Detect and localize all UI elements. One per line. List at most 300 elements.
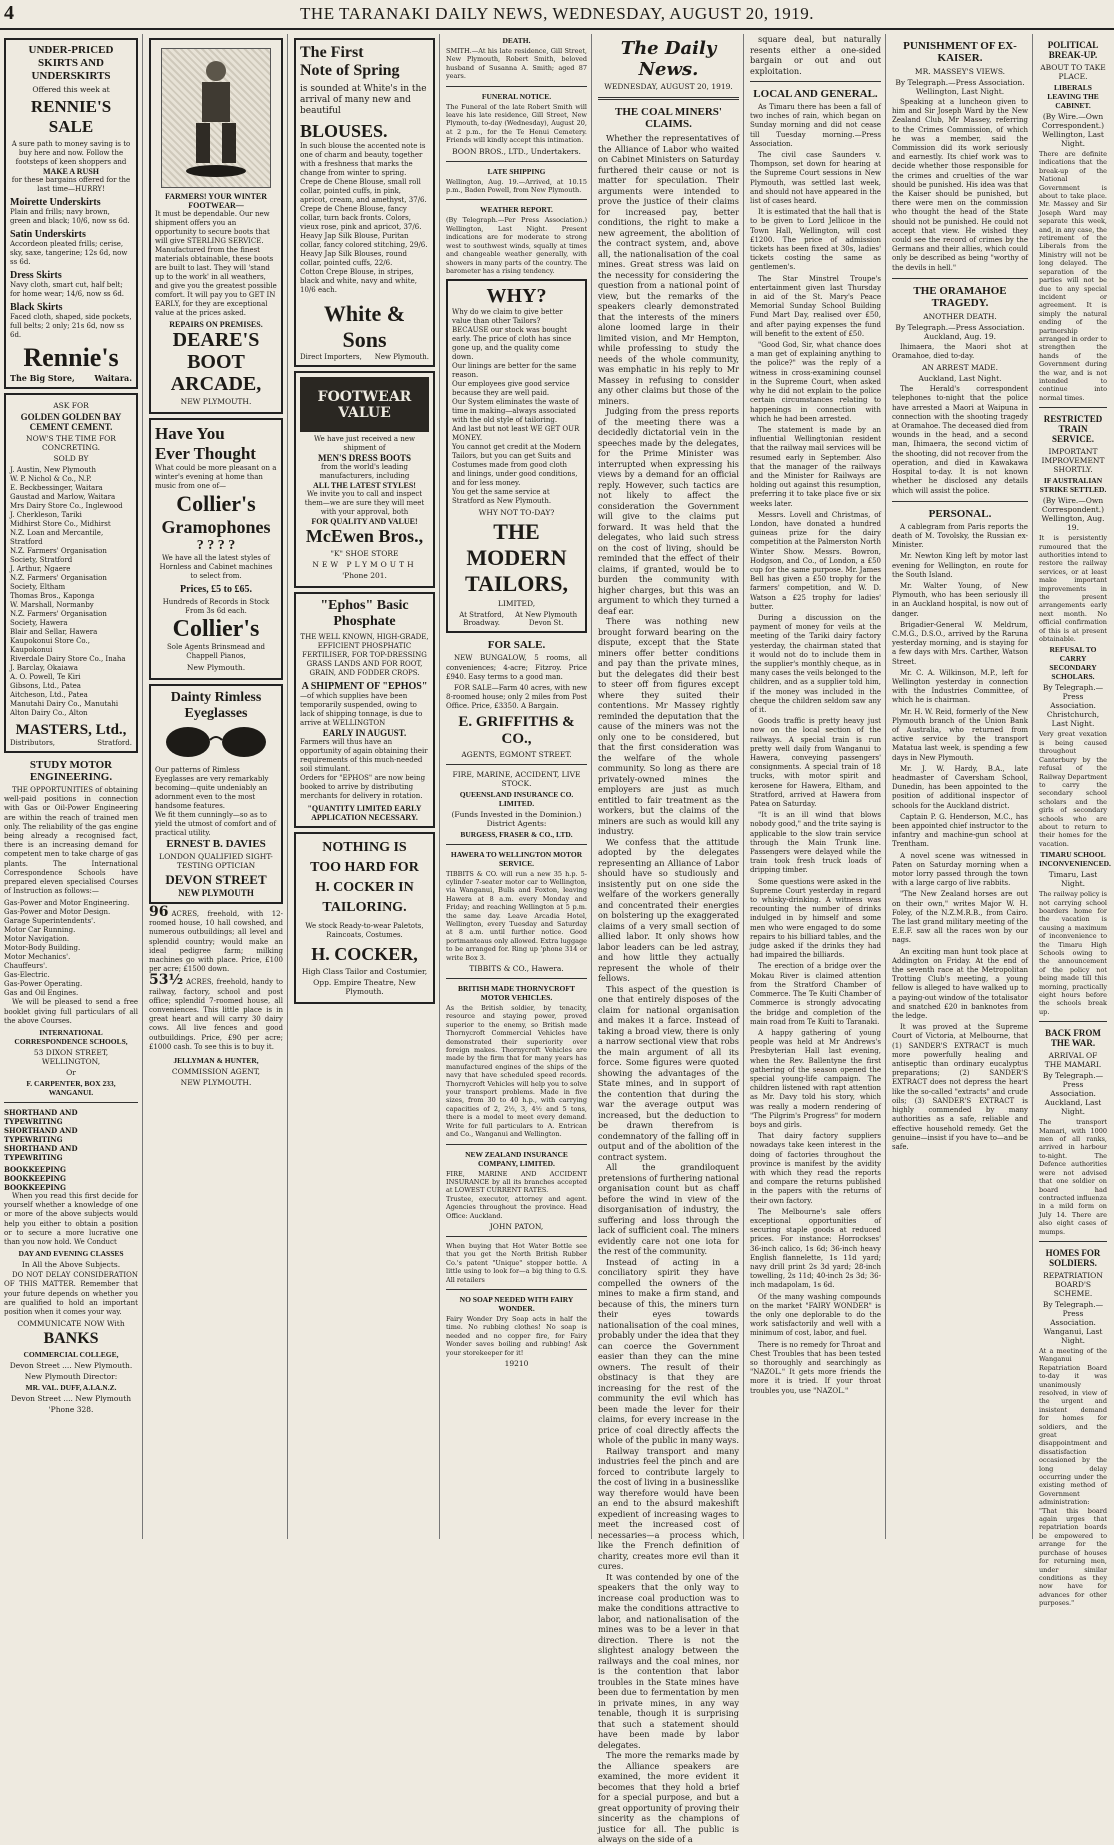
mcewen-boots: MEN'S DRESS BOOTS bbox=[317, 453, 412, 463]
arrest-by: Auckland, Last Night. bbox=[918, 374, 1002, 384]
queensland-name: QUEENSLAND INSURANCE CO. LIMITED. bbox=[459, 789, 574, 808]
train-sub: IMPORTANT IMPROVEMENT SHORTLY. bbox=[1041, 447, 1105, 475]
personal-paragraph: Brigadier-General W. Meldrum, C.M.G., D.S.O., arrived by the Raruna yesterday morning, and is staying for a few days with Mrs. Carther, Watson Street. bbox=[892, 620, 1028, 666]
refusal-head: REFUSAL TO CARRY SECONDARY SCHOLARS. bbox=[1049, 645, 1097, 682]
oramahoe-head: THE ORAMAHOE TRAGEDY. bbox=[913, 284, 1007, 309]
forsale-b: FOR SALE—Farm 40 acres, with new 8-roomed house; only 2 miles from Post Office. Price, £3350. A Bargain. bbox=[446, 683, 587, 711]
personal-body bbox=[892, 523, 1028, 1152]
column-7 bbox=[888, 34, 1033, 1539]
white-line2: Note of Spring bbox=[300, 62, 400, 79]
hawera-head: HAWERA TO WELLINGTON MOTOR SERVICE. bbox=[450, 849, 583, 868]
motor-course: Motor-Body Building. bbox=[4, 944, 81, 953]
modern-tailors-ad bbox=[446, 279, 587, 633]
collier-brand2: Gramophones bbox=[161, 517, 271, 537]
cocker-l1: NOTHING IS bbox=[322, 840, 407, 855]
death-notice: SMITH.—At his late residence, Gill Street, New Plymouth, Robert Smith, beloved husband of Susanna A. Smith; aged 87 years. bbox=[446, 47, 587, 81]
editorial-paragraph: The more the remarks made by the Alliance speakers are examined, the more evident it becomes that they hold a brief for a special purpose, and but a great opportunity of proving their sincerity as the champions of justice for all. The public is always on the side of a bbox=[598, 1750, 739, 1844]
editorial-paragraph: Whether the representatives of the Alliance of Labor who waited on Cabinet Ministers on Saturday furthered their cause or not is matter for speculation. Their arguments were intended to prove the justice of their claims for increased pay, better conditions, the right to make a new agreement, the abolition of the contract system, and, above all, the nationalisation of the coal mines. Great stress was laid on the necessity for considering the question from a national point of view, but the remarks of the speakers clearly demonstrated that the interests of the miners alone loomed large in their limited vision, and Mr Hempton, while professing to study the needs of the whole community, was emphatic in his reply to Mr Massey in refusing to consider any other claims but those of the miners. bbox=[598, 133, 739, 406]
banks-street: Devon Street .... New Plymouth. bbox=[9, 1361, 133, 1371]
blouse-item: Cotton Crepe Blouse, in stripes, black and white, navy and white, 10/6 each. bbox=[300, 268, 417, 294]
motor-course: Gas-Power and Motor Design. bbox=[4, 908, 111, 917]
why-reason: Our linings are better for the same reason. bbox=[452, 362, 577, 380]
refusal-body: Very great vexation is being caused throughout Canterbury by the refusal of the Railway Department to carry the secondary school scholars and the girls of secondary schools who are about to return to their homes for the vacation. bbox=[1039, 730, 1107, 848]
cement-agent: A. O. Powell, Te Kiri bbox=[10, 673, 81, 681]
cocker-l4: TAILORING. bbox=[322, 900, 407, 915]
rennie-offered: Offered this week at bbox=[32, 85, 110, 94]
why-items bbox=[452, 326, 581, 506]
page-number: 4 bbox=[4, 2, 15, 24]
mcewen-latest: ALL THE LATEST STYLES! bbox=[313, 481, 416, 490]
why-reason: Our employees give good service because they are well paid. bbox=[452, 380, 570, 398]
banks-dir-name: MR. VAL. DUFF, A.I.A.N.Z. bbox=[25, 1383, 117, 1393]
arrest-head: AN ARREST MADE. bbox=[921, 363, 999, 373]
column-5 bbox=[594, 34, 744, 1844]
editorial-paragraph: There was nothing new brought forward bearing on the dispute, except that the State miners offer better conditions and pay than the private mines, but the delegates did their best to steer off from figures except where they suited their contentions. Mr Massey rightly reminded the deputation that the cause of the miners was not the only one to be considered, but that the first consideration was the welfare of the whole community. So long as there are privately-owned mines the employers are just as much entitled to fair treatment as the workers, but the claims of the miners are such as would kill any industry. bbox=[598, 616, 739, 836]
ephos-desc: THE WELL KNOWN, HIGH-GRADE, EFFICIENT PHOSPHATIC FERTILISER, FOR TOP-DRESSING GRASS LANDS AND FOR ROOT, GRAIN, AND FODDER CROPS. bbox=[300, 633, 429, 677]
mcewen-from: from the world's leading manufacturers, including bbox=[319, 463, 410, 480]
banks-name: BANKS bbox=[43, 1330, 99, 1348]
why-reason: BECAUSE our stock was bought early. The price of cloth has since gone up, and the quality come down. bbox=[452, 326, 572, 362]
local-paragraph: Goods traffic is pretty heavy just now on the local section of the railways. A special train is run pretty well daily from Wanganui to Hawera, conveying passengers' consignments. A special train of 18 trucks, with motor spirit and kerosene for Hawera, Eltham, and Stratford, arrived at Hawera from Patea on Saturday. bbox=[750, 717, 881, 809]
cement-agent: E. Beckbessinger, Waitara bbox=[10, 484, 103, 492]
local-paragraph: That dairy factory suppliers nowadays take keen interest in the doing of factories throughout the province is manifest by the avidity with which they read the reports and compare the returns published in the papers with the returns of their own factory. bbox=[750, 1132, 881, 1205]
motor-course: Gas and Oil Engines. bbox=[4, 989, 79, 998]
cement-agent: J. Cherkleson, Tariki bbox=[10, 511, 82, 519]
weather-head: WEATHER REPORT. bbox=[480, 205, 553, 215]
mamari-by: By Telegraph.—Press Association. Auckland, Last Night. bbox=[1042, 1071, 1104, 1117]
cocker-ad bbox=[294, 832, 435, 1004]
local-paragraph: Of the many washing compounds on the market "FAIRY WONDER" is the only one deplorable to do the work satisfactorily and well with a minimum of cost, labor, and fuel. bbox=[750, 1292, 881, 1338]
local-paragraph: The Melbourne's sale offers exceptional opportunities of securing staple goods at reduced prices. For instance: Horrockses' 36-inch calico, 1s 6d; 36-inch heavy English flannelette, 1s 11d yard; navy drill print 2s 3d yard; 28-inch towelling, 2s 11d; 40-inch 2s 3d; 36-inch madapolam, 1s 6d. bbox=[750, 1207, 881, 1290]
rennie-item-desc: Plain and frills; navy brown, green and black; 10/6, now ss 6d. bbox=[10, 208, 130, 225]
cement-sold: SOLD BY bbox=[53, 454, 89, 463]
homes-body: At a meeting of the Wanganui Repatriation Board to-day it was unanimously resolved, in view of the urgent and insistent demand for homes for soldiers, and the great disappointment and dissatisfaction occasioned by the long delay occurring under the existing method of Government administration: "That this board again urges that repatriation boards be empowered to arrange for the purchase of houses for returning men, under similar conditions as they now have for advances for other purposes." bbox=[1039, 1346, 1107, 1608]
davies-town: NEW PLYMOUTH bbox=[178, 888, 254, 898]
collier-prices: Prices, £5 to £65. bbox=[180, 584, 252, 595]
personal-paragraph: An exciting man hunt took place at Addington on Friday. At the end of the seventh race at the Metropolitan Trotting Club's meeting, a young fellow is alleged to have walked up to a paying-out window of the totalisator and snatched £20 in banknotes from the ledge. bbox=[892, 947, 1028, 1021]
ephos-body: —of which supplies have been temporarily suspended, owing to lack of shipping tonnage, is due to arrive at WELLINGTON bbox=[300, 692, 423, 727]
jellyman-name: JELLYMAN & HUNTER, bbox=[173, 1056, 259, 1066]
cement-brand: MASTERS, Ltd., bbox=[15, 722, 127, 738]
kaiser-body: Speaking at a luncheon given to him and Sir Joseph Ward by the New Zealand Club, Mr Massey, referring to the Crimes Commission, of which he was a member, said the Commission did its work seriously and earnestly. Its chief work was to decide whether those responsible for the crimes and cruelties of the war should be punished. His idea was that the Kaiser should be punished, but there were men on the commission who thought the head of the State should not be punished. He could not accept that view. He wished they could see the record of crimes by the Germans and their allies, which could only be described as being "worthy of the devils in hell." bbox=[892, 98, 1028, 272]
cement-town: Stratford. bbox=[97, 739, 132, 747]
ephos-early: EARLY IN AUGUST. bbox=[322, 728, 407, 738]
rennie-headline: UNDER-PRICED SKIRTS AND UNDERSKIRTS bbox=[28, 44, 114, 82]
local-paragraph: As Timaru there has been a fall of two inches of rain, which began on Sunday morning and did not cease till Tuesday morning.—Press Association. bbox=[750, 103, 881, 148]
hawera-sig: TIBBITS & CO., Hawera. bbox=[469, 964, 564, 973]
collier-stock: We have all the latest styles of Hornless and Cabinet machines to select from. bbox=[159, 554, 273, 580]
banks-subjects: In All the Above Subjects. bbox=[21, 1260, 121, 1270]
motor-course: Motor Mechanics'. bbox=[4, 953, 71, 962]
liberals-body: There are definite indications that the break-up of the National Government is about to take place. Mr. Massey and Sir Joseph Ward may separate this week, and, in any case, the retirement of the Liberals from the Ministry will not be long delayed. The separation of the parties will not be due to any special incident or agreement. It is simply the natural ending of the partnership arranged in order to strengthen the hands of the Government during the war, and is not intended to continue into normal times. bbox=[1039, 150, 1107, 402]
why-reason: You get the same service at Stratford as New Plymouth. bbox=[452, 488, 552, 506]
why-title: WHY? bbox=[486, 285, 547, 308]
column-2 bbox=[145, 34, 288, 1539]
cement-agent: Blair and Sellar, Hawera bbox=[10, 628, 98, 636]
white-line1: The First bbox=[300, 44, 364, 61]
queensland-desc: FIRE, MARINE, ACCIDENT, LIVE STOCK. bbox=[452, 769, 581, 788]
column-4 bbox=[442, 34, 592, 1539]
tailors-at2: At New Plymouth Devon St. bbox=[515, 611, 578, 628]
personal-paragraph: Mr. J. W. Hardy, B.A., late headmaster of Caversham School, Dunedin, has been appointed to the position of additional inspector of schools for the Auckland district. bbox=[892, 764, 1028, 810]
funeral-notice: The Funeral of the late Robert Smith will leave his late residence, Gill Street, New Plymouth, to-day (Wednesday), August 20, at 2 p.m., for the Te Henui Cemetery. Friends will kindly accept this intimation. bbox=[446, 102, 587, 145]
deare-brand: DEARE'S BOOT ARCADE, bbox=[170, 329, 262, 395]
funeral-head: FUNERAL NOTICE. bbox=[481, 91, 552, 101]
motor-course: Gas-Power Operating. bbox=[4, 980, 83, 989]
banks-shorthand bbox=[4, 1108, 138, 1162]
davies-body: Our patterns of Rimless Eyeglasses are very remarkably becoming—quite undeniably an adornment even to the most handsome features. bbox=[155, 766, 269, 810]
cement-agent: Midhirst Store Co., Midhirst bbox=[10, 520, 111, 528]
hawera-body: TIBBITS & CO. will run a new 35 h.p. 5-cylinder 7-seater motor car to Wellington, via Wanganui, Bulls and Foxton, leaving Hawera at 8 a.m. every Monday and Friday; and reaching Wellington at 5 p.m. the same day. Leave Arcadia Hotel, Wellington, every Tuesday and Saturday at 8 a.m. until further notice. Good portmanteaus only allowed. Extra luggage to be arranged for. Ring up 'phone 314 or write Box 3. bbox=[446, 869, 587, 962]
motor-course: Gas-Electric. bbox=[4, 971, 50, 980]
rennie-rush-sub: for these bargains offered for the last time—HURRY! bbox=[11, 176, 131, 193]
motor-agent: F. CARPENTER, BOX 233, WANGANUI. bbox=[26, 1079, 116, 1098]
mcewen-town: NEW PLYMOUTH bbox=[312, 560, 417, 569]
deare-ad bbox=[149, 38, 283, 414]
cement-agent: N.Z. Loan and Mercantile, Stratford bbox=[10, 529, 104, 546]
local-paragraph: During a discussion on the payment of money for veils at the meeting of the Tariki dairy factory yesterday, the chairman stated that it would not do to include them in the supplier's monthly cheque, as in many cases the veils belonged to the children, and as a supplier told him, if the money was included in the cheque the children seldom saw any of it. bbox=[750, 613, 881, 714]
nzins-name: NEW ZEALAND INSURANCE COMPANY, LIMITED. bbox=[465, 1149, 568, 1168]
white-desc: In such blouse the accented note is one of charm and beauty, together with a freshness that marks the change from winter to spring. bbox=[300, 142, 426, 177]
cement-agent: J. Barclay, Okaiawa bbox=[10, 664, 78, 672]
deare-body: It must be dependable. Our new shipment offers you an opportunity to secure boots that will give STERLING SERVICE. Manufactured from the finest materials obtainable, these boots are built to last. They will 'stand up to the work' in all weathers, and give you the greatest possible comfort. It will pay you to GET IN EARLY, for they are exceptional value at the prices asked. bbox=[155, 210, 277, 317]
undertakers: BOON BROS., LTD., Undertakers. bbox=[452, 146, 581, 156]
motor-course: Garage Superintendents'. bbox=[4, 917, 96, 926]
cement-agent: Manutahi Dairy Co., Manutahi bbox=[10, 700, 119, 708]
cocker-addr: Opp. Empire Theatre, New Plymouth. bbox=[313, 978, 416, 996]
personal-paragraph: Mr. Newton King left by motor last evening for Wellington, en route for the South Island. bbox=[892, 552, 1028, 579]
cement-agent: N.Z. Farmers' Organisation Society, Eltham bbox=[10, 574, 107, 591]
why-reason: You cannot get credit at the Modern Tailors, but you can get Suits and Costumes made from good cloth and linings, under good conditions, and for less money. bbox=[452, 443, 581, 488]
collier-town: New Plymouth. bbox=[186, 663, 246, 672]
personal-paragraph: It was proved at the Supreme Court of Victoria, at Melbourne, that (1) SANDER'S EXTRACT is much more powerfully healing and antiseptic than ordinary eucalyptus preparations; (2) SANDER'S EXTRACT does not depress the heart like the so-called "extracts" and crude oils; (3) SANDER'S EXTRACT is highly commended by many authorities as a safe, reliable and effective household remedy. Get the genuine—insist if you have to—and be safe. bbox=[892, 1023, 1028, 1151]
jellyman-town: NEW PLYMOUTH. bbox=[180, 1078, 252, 1088]
editorial-paragraph: All the grandiloquent pretensions of furthering national organisation count but as chaff before the wind in view of the disorganisation of industry, the suffering and loss through the lack of sufficient coal. The miners evidently care not one iota for the rest of the community. bbox=[598, 1162, 739, 1256]
rennie-item-name: Dress Skirts bbox=[10, 270, 62, 281]
cement-agent: N.Z. Farmers' Organisation Society, Stratford bbox=[10, 547, 107, 564]
weather-report: (By Telegraph.—Per Press Association.) Wellington, Last Night. Present indications are for moderate to strong west to southwest winds, squally at times and changeable weather generally, with showers in many parts of the country. The barometer has a rising tendency. bbox=[446, 216, 587, 275]
mcewen-quality: FOR QUALITY AND VALUE! bbox=[311, 517, 418, 526]
blouse-item: Crepe de Chene Blouse, fancy collar, turn back fronts. Colors, vieux rose, pink and apricot, 37/6. bbox=[300, 205, 422, 231]
cocker-name: H. COCKER, bbox=[311, 944, 418, 964]
mamari-head: ARRIVAL OF THE MAMARI. bbox=[1044, 1051, 1102, 1070]
rennie-ad bbox=[4, 38, 138, 389]
cement-agent: W. Marshall, Normanby bbox=[10, 601, 94, 609]
column-1 bbox=[0, 34, 143, 1539]
editorial-paragraph: Railway transport and many industries feel the pinch and are forced to contribute largely to the cost of living in a businesslike way therefore would have been an end to the absurd makeshift expedient of increasing wages to meet the increased cost of necessaries—a process which, like the French definition of charity, creates more evil than it cures. bbox=[598, 1445, 739, 1571]
rennie-rush: MAKE A RUSH bbox=[42, 167, 99, 176]
cocker-l3: H. COCKER IN bbox=[315, 880, 414, 895]
white-imp: Direct Importers, bbox=[300, 353, 362, 361]
timaru-body: The railway policy is not carrying school boarders home for the vacation is causing a maximum of inconvenience to the Timaru High Schools owing to the announcement of the policy not being made till this morning, practically eight hours before the schools break up. bbox=[1039, 890, 1107, 1016]
deare-town: NEW PLYMOUTH. bbox=[180, 397, 252, 406]
local-paragraph: The erection of a bridge over the Mokau River is claimed attention from the Stratford Chamber of Commerce. The Te Kuiti Chamber of Commerce is strongly advocating the bridge and completion of the main road from Te Kuiti to Taranaki. bbox=[750, 962, 881, 1026]
farm-acres: 53½ bbox=[149, 972, 184, 989]
editorial-paragraph: We confess that the attitude adopted by the delegates representing an Alliance of Labor should have so studiously and insistently put on one side the welfare of the workers generally and concentrated their energies on bolstering up the exaggerated claims of a very small section of allied labor. It only shows how labor leaders can be led astray, and how little they actually represent the whole of their fellows. bbox=[598, 836, 739, 983]
liberals-head: LIBERALS LEAVING THE CABINET. bbox=[1047, 83, 1099, 110]
motor-course: Motor Car Running. bbox=[4, 926, 76, 935]
mamari-body: The transport Mamari, with 1000 men of all ranks, arrived in harbour to-night. The Defence authorities were not advised that one soldier on board had contracted influenza in a mild form on July 14. There are also eight cases of mumps. bbox=[1039, 1118, 1107, 1236]
motor-schools: INTERNATIONAL CORRESPONDENCE SCHOOLS, bbox=[14, 1028, 128, 1047]
personal-paragraph: Captain P. G. Henderson, M.C., has been appointed chief instructor to the infantry and machine-gun school at Trentham. bbox=[892, 812, 1028, 849]
deare-caption: FARMERS! YOUR WINTER FOOTWEAR— bbox=[164, 192, 268, 210]
banks-director: New Plymouth Director: bbox=[24, 1372, 118, 1382]
mcewen-store: "K" SHOE STORE bbox=[330, 549, 399, 558]
why-reason: Our System eliminates the waste of time in making—always associated with the old style of tailoring. bbox=[452, 398, 579, 425]
jellyman-sub: COMMISSION AGENT, bbox=[171, 1067, 261, 1077]
cement-name: GOLDEN GOLDEN BAY CEMENT CEMENT. bbox=[20, 412, 122, 432]
cement-dist: Distributors, bbox=[10, 739, 56, 747]
personal-paragraph: A cablegram from Paris reports the death of M. Tovolsky, the Russian ex-Minister. bbox=[892, 522, 1028, 550]
motor-booklet: We will be pleased to send a free booklet giving full particulars of all the above Courses. bbox=[4, 998, 138, 1025]
kaiser-sub: MR. MASSEY'S VIEWS. bbox=[914, 67, 1006, 76]
local-paragraph: The statement is made by an influential Wellingtonian resident that the railway mail services will be resumed early in September. Also that the manager of the railways and the Minister for Railways are holding out against this resumption, preferring it to take place five or six weeks later. bbox=[750, 425, 881, 508]
collier-records: Hundreds of Records in Stock From 3s 6d each. bbox=[162, 598, 270, 615]
editorial-body bbox=[598, 133, 739, 1845]
rennie-item-name: Satin Underskirts bbox=[10, 229, 86, 240]
farm-acres: 96 bbox=[149, 904, 169, 920]
tailors-brand: THE MODERN TAILORS, bbox=[465, 519, 568, 597]
arrest-body: The Herald's correspondent telephones to-night that the police have arrested a Maori at Waipuna in connection with the shooting tragedy at Oramahoe. The deceased died from wounds in the head, and a second man, Ihimaera, the second victim of the shooting, did not recover from the operation, and died in Kawakawa Hospital to-day. It is not known whether he disclosed any details which will assist the police. bbox=[892, 385, 1028, 495]
farm-text: ACRES, freehold, with 12-roomed house, 10 hall cowshed, and numerous outbuildings; all level and splendid country; would make an ideal pedigree farm; milking machines go with place. Price, £100 per acre; £1500 down. bbox=[149, 910, 283, 974]
thorny-body: As the British soldier, by tenacity, resource and staying power, proved superior to the enemy, so British made Thornycroft Commercial Vehicles have demonstrated their superiority over foreign makes. Thornycroft Vehicles are made by the firm that for many years has manufactured engines of the ships of the navy that have scheduled speed records. Thornycroft Vehicles will help you to solve your transport problems. Made in five sizes, from 30 to 40 h.p., with carrying capacities of 2, 2½, 3, 4½ and 5 tons, there is a model to meet every demand. Write for full particulars to A. Entrican and Co., Wanganui and Wellington. bbox=[446, 1004, 587, 1139]
white-brand: White & Sons bbox=[323, 301, 406, 352]
another-by: By Telegraph.—Press Association. Auckland, Aug. 19. bbox=[895, 322, 1025, 341]
editorial-paragraph: Judging from the press reports of the meeting there was a decidedly dictatorial vein in the speeches made by the delegates, for the Prime Minister was interrupted when expressing his views by a demand for an official reply. However, such tactics are not likely to affect the consideration the Government will give to the claims put forward. It was held that the delegates, who laid such stress on the cost of living, should be reminded that the effect of their claims, if granted, would be to burden the community with higher charges, but this was an argument to which they turned a deaf ear. bbox=[598, 406, 739, 616]
personal-paragraph: "The New Zealand horses are out on their own," writes Major W. H. Foley, of the N.Z.M.R.B., from Cairo. The last grand military meeting of the E.E.F. saw all the races won by our nags. bbox=[892, 890, 1028, 945]
strike-head: IF AUSTRALIAN STRIKE SETTLED. bbox=[1039, 476, 1107, 495]
white-blouses: BLOUSES. bbox=[300, 121, 388, 141]
collier-sole: Sole Agents Brinsmead and Chappell Pianos, bbox=[166, 643, 266, 660]
ephos-title: "Ephos" Basic Phosphate bbox=[320, 598, 409, 629]
banks-phone: 'Phone 328. bbox=[48, 1405, 94, 1415]
davies-ad bbox=[149, 684, 283, 904]
local-paragraph: "Good God, Sir, what chance does a man get of explaining anything to the police?" was the reply of a witness in cross-examining counsel in the Supreme Court, when asked why he did not explain to the police certain circumstances relating to happenings in connection with which he had been arrested. bbox=[750, 341, 881, 423]
rennie-item-desc: Accordeon pleated frills; cerise, sky, saxe, tangerine; 12s 6d, now ss 6d. bbox=[10, 240, 128, 266]
griffiths-brand: E. GRIFFITHS & CO., bbox=[458, 713, 575, 747]
banks-delay: DO NOT DELAY CONSIDERATION OF THIS MATTER. Remember that your future depends on whether you are qualified to hold an important position when it comes your way. bbox=[4, 1271, 138, 1317]
bookkeeping-line: BOOKKEEPING bbox=[4, 1174, 66, 1184]
ephos-qty: "QUANTITY LIMITED EARLY APPLICATION NECESSARY. bbox=[307, 804, 422, 822]
local-paragraph: A happy gathering of young people was held at Mr Andrews's Presbyterian Hall last evening, when the Rev. Ballentyne the first gathering of the season opened the special young-life campaign. The children listened with rapt attention as Mr. Davy told his story, which was really a modern rendering of "The Pilgrim's Progress" for modern boys and girls. bbox=[750, 1028, 881, 1129]
forsale-a: NEW BUNGALOW, 5 rooms, all conveniences; 4-acre; Fitzroy. Price £940. Easy terms to a good man. bbox=[446, 654, 587, 681]
liberals-by: (By Wire.—Own Correspondent.) Wellington, Last Night. bbox=[1041, 112, 1105, 148]
shorthand-line: SHORTHAND AND TYPEWRITING bbox=[4, 1108, 78, 1127]
editorial-paragraph: This aspect of the question is one that entirely disposes of the claim for national organisation and makes it a farce. Instead of taking a broad view, there is only a narrow sectional view that robs the main argument of all its force. Some figures were quoted showing the advantages of the State mines, and in support of the contention that during the war the average output was increased, but the deduction to be drawn therefrom is condemnatory of the falling off in output and of the abolition of the contract system. bbox=[598, 983, 739, 1162]
queensland-agents: BURGESS, FRASER & CO., LTD. bbox=[460, 829, 573, 839]
soap-code: 19210 bbox=[504, 1359, 529, 1368]
newspaper-title: THE TARANAKI DAILY NEWS, WEDNESDAY, AUGUST 20, 1919. bbox=[300, 4, 814, 23]
rennie-town: Waitara. bbox=[94, 373, 132, 383]
local-paragraph: There is no remedy for Throat and Chest Troubles that has been tested so thoroughly and searchingly as "NAZOL." It gets more friends the more it is tried. If your throat troubles you, use "NAZOL." bbox=[750, 1340, 881, 1395]
soap-body: Fairy Wonder Dry Soap acts in half the time. No rubbing clothes! No soap is needed and no copper fire, for Fairy Wonder saves boiling and rubbing! Ask your storekeeper for it! bbox=[446, 1314, 587, 1357]
rennie-item-desc: Faced cloth, shaped, side pockets, full belts; 2 only; 21s 6d, now ss 6d. bbox=[10, 313, 132, 339]
nzins-desc: FIRE, MARINE AND ACCIDENT INSURANCE by all its branches accepted at LOWEST CURRENT RATES. bbox=[446, 1169, 587, 1195]
rennie-brand: Rennie's bbox=[23, 343, 119, 372]
rennie-item-name: Black Skirts bbox=[10, 302, 63, 313]
banks-dir-addr: Devon Street .... New Plymouth bbox=[10, 1394, 132, 1404]
mcewen-invite: We invite you to call and inspect them—we are sure they will meet with your approval, both bbox=[304, 490, 425, 516]
farm-listings bbox=[149, 904, 283, 1052]
griffiths-agents: AGENTS, EGMONT STREET. bbox=[461, 749, 572, 759]
white-body: is sounded at White's in the arrival of many new and beautiful bbox=[300, 84, 427, 116]
local-paragraph: Messrs. Lovell and Christmas, of London, have donated a hundred guineas prize for the dairy competition at the Palmerston North Winter Show. Messrs. Bowron, Hodgson, and Co., of London, a £50 cup for the same purpose. Mr. James Bell has given a £50 trophy for the farmers' competition, and W. D. Watson a £25 trophy for ladies' butter. bbox=[750, 510, 881, 611]
davies-title: Dainty Rimless Eyeglasses bbox=[170, 690, 262, 721]
ephos-ship: A SHIPMENT OF "EPHOS" bbox=[301, 681, 428, 692]
personal-paragraph: Mr. H. W. Reid, formerly of the New Plymouth branch of the Union Bank of Australia, who returned from active service by the transport Matatua last week, is spending a few days in New Plymouth. bbox=[892, 707, 1028, 762]
shipping-head: LATE SHIPPING bbox=[487, 166, 546, 176]
daily-news-logo: The Daily News. bbox=[620, 38, 717, 80]
blouse-item: Crepe de Chene Blouse, small roll collar, pointed cuffs, in pink, apricot, cream, and amethyst, 37/6. bbox=[300, 178, 427, 204]
farm-listing bbox=[149, 904, 283, 974]
hotwater-ad: When buying that Hot Water Bottle see that you get the North British Rubber Co.'s patent "Unique" stopper bottle. A little using to look for—a big thing to G.S. All retailers bbox=[446, 1241, 587, 1284]
rennie-item-name: Moirette Underskirts bbox=[10, 197, 101, 208]
editorial-date: WEDNESDAY, AUGUST 20, 1919. bbox=[604, 82, 733, 91]
local-paragraph: The Star Minstrel Troupe's entertainment given last Thursday in aid of the St. Mary's Peace Memorial Sunday School Building Fund Mart Day, realised over £50, and after paying expenses the fund will benefit to the extent of £50. bbox=[750, 274, 881, 338]
motor-addr: 53 DIXON STREET, WELLINGTON, bbox=[33, 1048, 109, 1067]
personal-paragraph: Mr. C. A. Wilkinson, M.P., left for Wellington yesterday in connection with the Industries Committee, of which he is chairman. bbox=[892, 668, 1028, 705]
collier-q: ? ? ? ? bbox=[196, 538, 236, 553]
rennie-items bbox=[10, 197, 132, 340]
motor-body: THE OPPORTUNITIES of obtaining well-paid positions in connection with Gas or Oil-Power Engineering are within the reach of trained men only. The reliability of the gas engine being already a recognised fact, there is an increasing demand for competent men to take charge of gas plants. The International Correspondence Schools have prepared eleven specialised Courses of Instruction as follows:— bbox=[4, 786, 138, 896]
cement-agent: J. Austin, New Plymouth bbox=[10, 466, 96, 474]
why-not: WHY NOT TO-DAY? bbox=[478, 508, 555, 518]
white-ad bbox=[294, 38, 435, 367]
collier-line2: Ever Thought bbox=[155, 444, 256, 463]
motor-course: Motor Navigation. bbox=[4, 935, 70, 944]
cement-agent: Thomas Bros., Kaponga bbox=[10, 592, 95, 600]
personal-paragraph: A novel scene was witnessed in Paten on Saturday morning when a motor lorry passed through the town with a large cargo of live rabbits. bbox=[892, 851, 1028, 888]
ephos-orders: Orders for "EPHOS" are now being booked to arrive by distributing merchants for delivery in rotation. bbox=[300, 774, 426, 800]
column-8 bbox=[1035, 34, 1111, 1608]
political-head: POLITICAL BREAK-UP. bbox=[1047, 40, 1099, 60]
shorthand-line: SHORTHAND AND TYPEWRITING bbox=[4, 1126, 78, 1145]
nzins-trustee: Trustee, executor, attorney and agent. Agencies throughout the province. Head Office: Auckland. bbox=[446, 1194, 587, 1220]
homes-by: By Telegraph.—Press Association. Wanganui, Last Night. bbox=[1042, 1299, 1104, 1345]
nzins-agent: JOHN PATON, bbox=[489, 1221, 544, 1231]
timaru-by: Timaru, Last Night. bbox=[1048, 870, 1098, 889]
davies-fit: We fit them cunningly—so as to yield the utmost of comfort and of practical utility. bbox=[155, 811, 276, 837]
farm-text: ACRES, freehold, handy to railway, factory, school and post office; splendid 7-roomed house, all conveniences. This little place is in great heart and will carry 30 dairy cows. All live fences and good outbuildings. Price, £90 per acre; £1000 cash. To see this is to buy it. bbox=[149, 978, 283, 1051]
strike-body: It is persistently rumoured that the authorities intend to restore the railway services, or at least make important improvements in the present arrangements early next month. No official confirmation of this is at present obtainable. bbox=[1039, 534, 1107, 644]
cement-agent: N.Z. Farmers' Organisation Society, Hawera bbox=[10, 610, 107, 627]
personal-head: PERSONAL. bbox=[928, 507, 992, 520]
soap-head: NO SOAP NEEDED WITH FAIRY WONDER. bbox=[459, 1294, 574, 1313]
ephos-farmers: Farmers will thus have an opportunity of again obtaining their requirements of this much-needed soil stimulant. bbox=[300, 738, 428, 773]
homes-sub: REPATRIATION BOARD'S SCHEME. bbox=[1043, 1270, 1103, 1298]
ephos-ad bbox=[294, 592, 435, 828]
queensland-inc: (Funds Invested in the Dominion.) District Agents: bbox=[451, 809, 582, 828]
back-head: BACK FROM THE WAR. bbox=[1045, 1028, 1101, 1049]
banks-classes: DAY AND EVENING CLASSES bbox=[18, 1249, 124, 1259]
rennie-intro: A sure path to money saving is to buy here and now. Follow the footsteps of keen shoppers and bbox=[11, 140, 131, 166]
homes-head: HOMES FOR SOLDIERS. bbox=[1045, 1247, 1101, 1268]
political-sub: ABOUT TO TAKE PLACE. bbox=[1040, 63, 1106, 81]
death-head: DEATH. bbox=[502, 36, 531, 45]
motor-head: STUDY MOTOR ENGINEERING. bbox=[29, 759, 113, 783]
farm-listing bbox=[149, 972, 283, 1052]
train-head: RESTRICTED TRAIN SERVICE. bbox=[1043, 414, 1103, 445]
kaiser-by: By Telegraph.—Press Association. Wellington, Last Night. bbox=[895, 78, 1025, 96]
cement-agent: Alton Dairy Co., Alton bbox=[10, 709, 88, 717]
farmer-boot-illustration bbox=[161, 48, 271, 188]
davies-quals: LONDON QUALIFIED SIGHT-TESTING OPTICIAN bbox=[159, 852, 273, 870]
cement-ad bbox=[4, 393, 138, 753]
banks-bookkeeping bbox=[4, 1165, 138, 1192]
white-town: New Plymouth. bbox=[374, 353, 429, 361]
rennie-store: The Big Store, bbox=[10, 373, 75, 383]
why-reason: And last but not least WE GET OUR MONEY. bbox=[452, 425, 580, 443]
blouse-item: Heavy Jap Silk Blouses, round collar, pointed cuffs, 22/6. bbox=[300, 250, 407, 267]
banks-body: When you read this first decide for yourself whether a knowledge of one or more of the above subjects would help you either to obtain a position or to secure a more lucrative one than you now hold. We Conduct bbox=[4, 1192, 138, 1247]
thorny-head: BRITISH MADE THORNYCROFT MOTOR VEHICLES. bbox=[458, 984, 575, 1002]
cocker-trade: High Class Tailor and Costumier, bbox=[301, 967, 428, 976]
deare-repairs: REPAIRS ON PREMISES. bbox=[169, 320, 263, 329]
local-paragraph: The civil case Saunders v. Thompson, set down for hearing at the Supreme Court sessions in New Plymouth, was settled last week, and should not have appeared in the list of cases heard. bbox=[750, 151, 881, 206]
cement-agent: Kaupokonui Store Co., Kaupokonui bbox=[10, 637, 90, 654]
farmer-figure-icon bbox=[166, 53, 266, 183]
editorial-head: THE COAL MINERS' CLAIMS. bbox=[615, 106, 722, 130]
banks-college: COMMERCIAL COLLEGE, bbox=[23, 1350, 119, 1360]
timaru-head: TIMARU SCHOOL INCONVENIENCED. bbox=[1039, 850, 1111, 869]
column-6 bbox=[746, 34, 886, 1539]
tailors-at1: At Stratford, Broadway. bbox=[459, 611, 504, 628]
motor-course: Gas-Power and Motor Engineering. bbox=[4, 899, 130, 908]
local-paragraph: Some questions were asked in the Supreme Court yesterday in regard to whisky-drinking. A witness was recounting the number of drinks indulged in by himself and some men who were engaged to do some repairs to his billiard tables, and the judge asked if the drinks they had had impaired the billiards. bbox=[750, 877, 881, 960]
column-3 bbox=[290, 34, 440, 1539]
editorial-paragraph: It was contended by one of the speakers that the only way to increase coal production was to make the conditions attractive to labor, and nationalisation of the mines was to be a lever in that direction. There is not the slightest analogy between the railways and the coal mines, nor is the contention that labor troubles in the State mines have been due to fermentation by men in private mines, in any way tenable, though it is surprising that such a statement should have been made by labor delegates. bbox=[598, 1571, 739, 1750]
editorial-paragraph: Instead of acting in a conciliatory spirit they have compelled the owners of the mines to make a firm stand, and because of this, the miners turn their eyes towards nationalisation of the coal mines, probably under the idea that they can coerce the Government easier than they can the mine owners. The result of their obstinacy is that they are increasing for the rest of the community the evil which has been made the lever for their claims, for every increase in the price of coal directly affects the whole of the public in many ways. bbox=[598, 1256, 739, 1445]
local-paragraph: "It is an ill wind that blows nobody good," and the trite saying is applicable to the slow train service through the Main Trunk line. Passengers were delayed while the train took fresh truck loads of dripping timber. bbox=[750, 811, 881, 875]
mcewen-banner: FOOTWEAR VALUE bbox=[300, 377, 429, 432]
davies-name: ERNEST B. DAVIES bbox=[166, 838, 266, 850]
cement-agents bbox=[10, 466, 132, 718]
motor-course: Chauffeurs'. bbox=[4, 962, 48, 971]
refusal-by: By Telegraph.—Press Association. Christchurch, Last Night. bbox=[1042, 683, 1104, 729]
shipping-notice: Wellington, Aug. 19.—Arrived, at 10.15 p.m., Baden Powell, from New Plymouth. bbox=[446, 177, 587, 195]
cocker-stock: We stock Ready-to-wear Paletots, Raincoats, Costumes. bbox=[305, 922, 424, 939]
mcewen-ad bbox=[294, 371, 435, 588]
mcewen-body: We have just received a new shipment of bbox=[314, 435, 415, 452]
collier-line1: Have You bbox=[155, 424, 225, 443]
mcewen-phone: 'Phone 201. bbox=[342, 571, 387, 580]
kaiser-head: PUNISHMENT OF EX-KAISER. bbox=[903, 40, 1017, 64]
bookkeeping-line: BOOKKEEPING bbox=[4, 1165, 66, 1175]
rennie-sale: RENNIE'S SALE bbox=[30, 97, 112, 136]
another-body: Ihimaera, the Maori shot at Oramahoe, died to-day. bbox=[892, 342, 1028, 361]
bookkeeping-line: BOOKKEEPING bbox=[4, 1183, 66, 1193]
cement-ask: ASK FOR bbox=[53, 401, 89, 410]
collier-brand: Collier's bbox=[176, 491, 256, 516]
davies-street: DEVON STREET bbox=[165, 872, 267, 887]
collier-ad bbox=[149, 418, 283, 680]
forsale-head: FOR SALE. bbox=[487, 639, 546, 652]
collier-brand-2: Collier's bbox=[172, 616, 260, 642]
cement-agent: J. Arthur, Ngaere bbox=[10, 565, 71, 573]
strike-by: (By Wire.—Own Correspondent.) Wellington, Aug. 19. bbox=[1041, 496, 1105, 533]
eyeglasses-icon bbox=[156, 722, 276, 762]
tailors-ltd: LIMITED, bbox=[497, 599, 536, 609]
cement-agent: Mrs Dairy Store Co., Inglewood bbox=[10, 502, 123, 510]
cement-now: NOW'S THE TIME FOR CONCRETING. bbox=[26, 434, 116, 452]
local-paragraph: It is estimated that the hall that is to be given to Lord Jellicoe in the Town Hall, Wellington, will cost £1200. The price of admission tickets has been fixed at 30s, ladies' tickets costing the same as gentlemen's. bbox=[750, 208, 881, 272]
masthead bbox=[0, 0, 1114, 30]
editorial-continued: square deal, but naturally resents either a one-sided bargain or out and out exploitation. bbox=[750, 34, 881, 76]
cement-agent: Aitcheson, Ltd., Patea bbox=[10, 691, 88, 699]
shorthand-line: SHORTHAND AND TYPEWRITING bbox=[4, 1144, 78, 1163]
collier-body: What could be more pleasant on a winter's evening at home than music from one of— bbox=[155, 464, 277, 490]
cement-agent: Riverdale Dairy Store Co., Inaha bbox=[10, 655, 126, 663]
